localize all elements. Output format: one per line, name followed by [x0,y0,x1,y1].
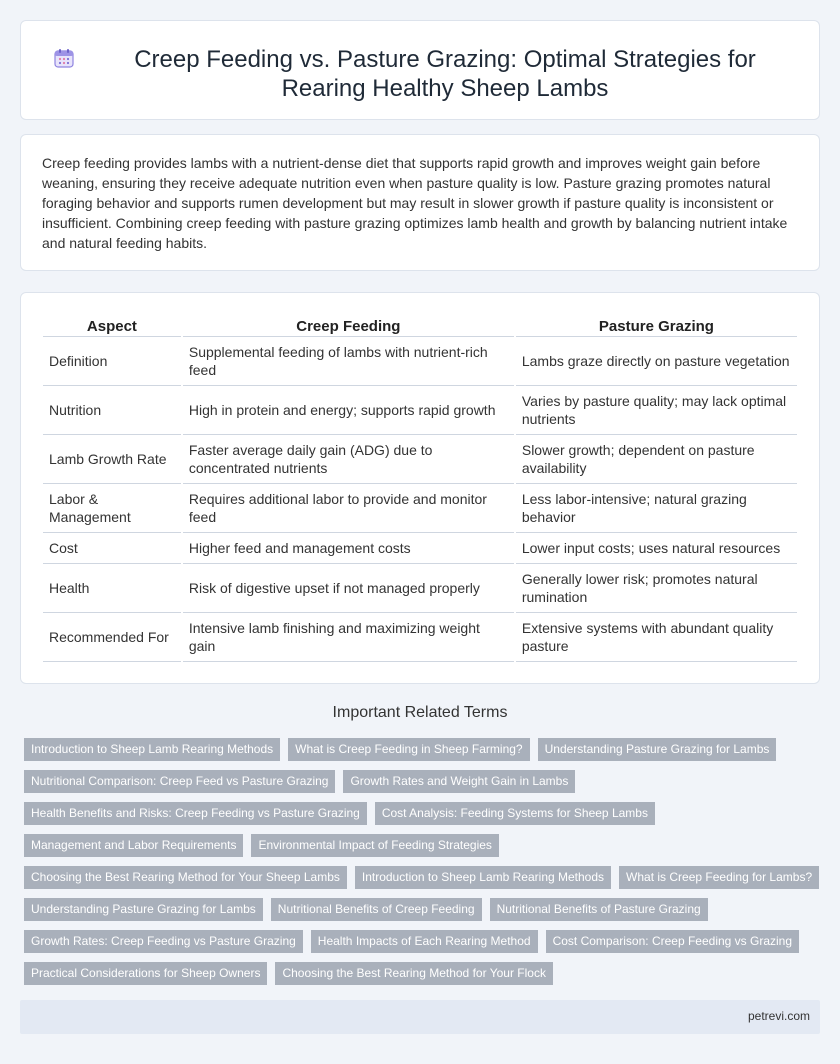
creep-cell: Requires additional labor to provide and monitor feed [183,484,514,533]
aspect-cell: Labor & Management [43,484,181,533]
comparison-table [41,313,799,662]
related-term-link[interactable]: Introduction to Sheep Lamb Rearing Methods [24,738,280,761]
aspect-cell: Lamb Growth Rate [43,435,181,484]
related-terms-heading: Important Related Terms [332,704,508,721]
aspect-cell: Cost [43,533,181,564]
table-row [43,533,797,564]
pasture-cell: Varies by pasture quality; may lack optimal nutrients [516,386,797,435]
related-term-link[interactable]: Management and Labor Requirements [24,834,243,857]
related-term-link[interactable]: Nutritional Benefits of Pasture Grazing [490,898,708,921]
pasture-cell: Less labor-intensive; natural grazing behavior [516,484,797,533]
header-aspect: Aspect [43,313,181,337]
table-row [43,386,797,435]
aspect-cell: Definition [43,337,181,386]
related-term-link[interactable]: What is Creep Feeding in Sheep Farming? [288,738,529,761]
related-term-link[interactable]: Nutritional Benefits of Creep Feeding [271,898,482,921]
related-term-link[interactable]: Health Benefits and Risks: Creep Feeding vs Pasture Grazing [24,802,367,825]
related-term-link[interactable]: Choosing the Best Rearing Method for Your Flock [275,962,552,985]
header-pasture-grazing: Pasture Grazing [516,313,797,337]
intro-card [20,134,820,271]
aspect-cell: Health [43,564,181,613]
pasture-cell: Extensive systems with abundant quality pasture [516,613,797,662]
table-header-row [43,313,797,337]
related-term-link[interactable]: Nutritional Comparison: Creep Feed vs Pasture Grazing [24,770,335,793]
table-row [43,435,797,484]
creep-cell: Intensive lamb finishing and maximizing weight gain [183,613,514,662]
creep-cell: Supplemental feeding of lambs with nutrient-rich feed [183,337,514,386]
related-term-link[interactable]: Introduction to Sheep Lamb Rearing Methods [355,866,611,889]
related-terms-list [24,738,824,985]
intro-paragraph: Creep feeding provides lambs with a nutrient-dense diet that supports rapid growth and improves weight gain before weaning, ensuring they receive adequate nutrition even when pasture quality is low. Pasture grazing promotes natural foraging behavior and supports rumen development but may result in slower growth if pasture quality is inconsistent or insufficient. Combining creep feeding with pasture grazing optimizes lamb health and growth by balancing nutrient intake and natural feeding habits. [42,155,788,251]
aspect-cell: Recommended For [43,613,181,662]
related-term-link[interactable]: Cost Comparison: Creep Feeding vs Grazing [546,930,799,953]
comparison-table-card [20,292,820,684]
header-creep-feeding: Creep Feeding [183,313,514,337]
aspect-cell: Nutrition [43,386,181,435]
pasture-cell: Generally lower risk; promotes natural rumination [516,564,797,613]
table-row [43,613,797,662]
related-term-link[interactable]: Growth Rates: Creep Feeding vs Pasture Grazing [24,930,303,953]
related-term-link[interactable]: Cost Analysis: Feeding Systems for Sheep Lambs [375,802,655,825]
creep-cell: High in protein and energy; supports rapid growth [183,386,514,435]
title-card [20,20,820,120]
table-row [43,337,797,386]
related-term-link[interactable]: Environmental Impact of Feeding Strategies [251,834,498,857]
creep-cell: Faster average daily gain (ADG) due to concentrated nutrients [183,435,514,484]
footer [20,1000,820,1034]
pasture-cell: Slower growth; dependent on pasture availability [516,435,797,484]
footer-site-link[interactable]: petrevi.com [747,1009,810,1023]
creep-cell: Higher feed and management costs [183,533,514,564]
creep-cell: Risk of digestive upset if not managed properly [183,564,514,613]
page-title: Creep Feeding vs. Pasture Grazing: Optimal Strategies for Rearing Healthy Sheep Lambs [134,46,756,102]
related-term-link[interactable]: Choosing the Best Rearing Method for Your Sheep Lambs [24,866,347,889]
related-term-link[interactable]: What is Creep Feeding for Lambs? [619,866,819,889]
related-term-link[interactable]: Practical Considerations for Sheep Owners [24,962,267,985]
pasture-cell: Lower input costs; uses natural resources [516,533,797,564]
table-row [43,564,797,613]
related-term-link[interactable]: Understanding Pasture Grazing for Lambs [24,898,263,921]
table-row [43,484,797,533]
pasture-cell: Lambs graze directly on pasture vegetation [516,337,797,386]
related-term-link[interactable]: Growth Rates and Weight Gain in Lambs [343,770,575,793]
related-term-link[interactable]: Health Impacts of Each Rearing Method [311,930,538,953]
related-term-link[interactable]: Understanding Pasture Grazing for Lambs [538,738,777,761]
